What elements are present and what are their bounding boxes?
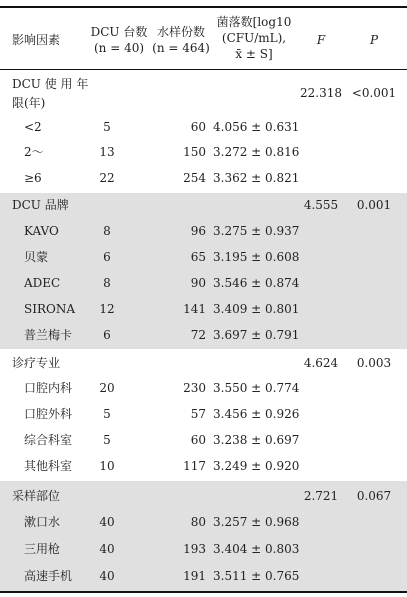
group-row (0, 72, 407, 112)
group-f: 2.721 (303, 489, 339, 503)
header-rule (0, 69, 407, 70)
row-samples: 96 (190, 224, 206, 238)
header-bact-line2: (CFU/mL), (221, 31, 287, 45)
group-title: DCU 品牌 (12, 198, 69, 212)
row-samples: 230 (183, 381, 206, 395)
table-row (0, 323, 407, 349)
header-sample-count (150, 24, 212, 56)
row-bacteria: 3.511 ± 0.765 (213, 569, 300, 583)
group-p: 0.003 (356, 356, 392, 370)
header-dcu-count (86, 24, 152, 56)
row-dcu: 5 (103, 407, 111, 421)
row-samples: 60 (190, 433, 206, 447)
row-dcu: 10 (99, 459, 115, 473)
row-dcu: 8 (103, 224, 111, 238)
row-dcu: 6 (103, 250, 111, 264)
table-row (0, 454, 407, 480)
row-bacteria: 3.697 ± 0.791 (213, 328, 300, 342)
row-label: 贝蒙 (24, 250, 49, 264)
group-title-line2: 限(年) (12, 96, 46, 110)
row-label: SIRONA (24, 302, 75, 316)
row-label: ≥6 (24, 171, 42, 185)
row-label: 高速手机 (24, 569, 73, 583)
row-dcu: 5 (103, 120, 111, 134)
row-label: KAVO (24, 224, 59, 238)
row-label: 综合科室 (24, 433, 73, 447)
table-row (0, 140, 407, 166)
row-label: <2 (24, 120, 42, 134)
table-row (0, 245, 407, 271)
group-title: 诊疗专业 (12, 356, 61, 370)
row-samples: 117 (183, 459, 206, 473)
group-p: 0.001 (356, 198, 392, 212)
table-row (0, 510, 407, 536)
table-row (0, 536, 407, 563)
row-label: 口腔内科 (24, 381, 73, 395)
group-row (0, 349, 407, 375)
row-samples: 80 (190, 515, 206, 529)
group-title-line1: DCU 使 用 年 (12, 77, 89, 91)
row-dcu: 12 (99, 302, 115, 316)
table-row (0, 563, 407, 590)
row-samples: 150 (183, 145, 206, 159)
row-label: 2～ (24, 145, 44, 159)
group-p: <0.001 (351, 86, 397, 100)
header-dcu-line2: (n = 40) (93, 41, 145, 55)
row-bacteria: 3.257 ± 0.968 (213, 515, 300, 529)
header-p: P (369, 33, 379, 47)
header-samples-line1: 水样份数 (156, 25, 205, 39)
table-row (0, 271, 407, 297)
group-f: 4.624 (303, 356, 339, 370)
header-bacteria (204, 14, 304, 62)
row-dcu: 8 (103, 276, 111, 290)
row-bacteria: 3.546 ± 0.874 (213, 276, 300, 290)
table-row (0, 219, 407, 245)
row-dcu: 40 (99, 542, 115, 556)
row-dcu: 13 (99, 145, 115, 159)
row-label: 其他科室 (24, 459, 73, 473)
group-row (0, 193, 407, 217)
group-title: 采样部位 (12, 489, 61, 503)
row-bacteria: 4.056 ± 0.631 (213, 120, 300, 134)
row-bacteria: 3.238 ± 0.697 (213, 433, 300, 447)
row-label: ADEC (24, 276, 61, 290)
group-f: 22.318 (300, 86, 342, 100)
header-bact-line3: x̄ ± S] (235, 47, 273, 61)
group-row (0, 481, 407, 509)
row-samples: 141 (183, 302, 206, 316)
table-row (0, 166, 407, 192)
row-dcu: 40 (99, 569, 115, 583)
row-label: 三用枪 (24, 542, 61, 556)
row-bacteria: 3.272 ± 0.816 (213, 145, 300, 159)
header-samples-line2: (n = 464) (152, 41, 210, 55)
group-p: 0.067 (356, 489, 392, 503)
row-samples: 90 (190, 276, 206, 290)
row-bacteria: 3.195 ± 0.608 (213, 250, 300, 264)
table-row (0, 297, 407, 323)
row-dcu: 6 (103, 328, 111, 342)
header-bact-line1: 菌落数[log10 (216, 15, 292, 29)
row-dcu: 5 (103, 433, 111, 447)
row-bacteria: 3.550 ± 0.774 (213, 381, 300, 395)
group-f: 4.555 (303, 198, 339, 212)
top-rule (0, 6, 407, 8)
table-row (0, 428, 407, 454)
row-dcu: 22 (99, 171, 115, 185)
row-samples: 254 (183, 171, 206, 185)
row-dcu: 40 (99, 515, 115, 529)
bottom-rule (0, 591, 407, 593)
row-samples: 193 (183, 542, 206, 556)
row-samples: 65 (190, 250, 206, 264)
row-label: 口腔外科 (24, 407, 73, 421)
row-bacteria: 3.275 ± 0.937 (213, 224, 300, 238)
row-bacteria: 3.409 ± 0.801 (213, 302, 300, 316)
row-samples: 60 (190, 120, 206, 134)
header-dcu-line1: DCU 台数 (90, 25, 148, 39)
table-row (0, 402, 407, 428)
row-bacteria: 3.362 ± 0.821 (213, 171, 300, 185)
row-dcu: 20 (99, 381, 115, 395)
group-title (12, 77, 88, 111)
row-samples: 57 (190, 407, 206, 421)
row-bacteria: 3.456 ± 0.926 (213, 407, 300, 421)
row-samples: 191 (183, 569, 206, 583)
row-bacteria: 3.249 ± 0.920 (213, 459, 300, 473)
header-f: F (316, 33, 326, 47)
row-samples: 72 (190, 328, 206, 342)
row-label: 普兰梅卡 (24, 328, 73, 342)
header-factor: 影响因素 (12, 33, 61, 47)
table-row (0, 376, 407, 402)
table-row (0, 116, 407, 140)
row-bacteria: 3.404 ± 0.803 (213, 542, 300, 556)
row-label: 漱口水 (24, 515, 61, 529)
